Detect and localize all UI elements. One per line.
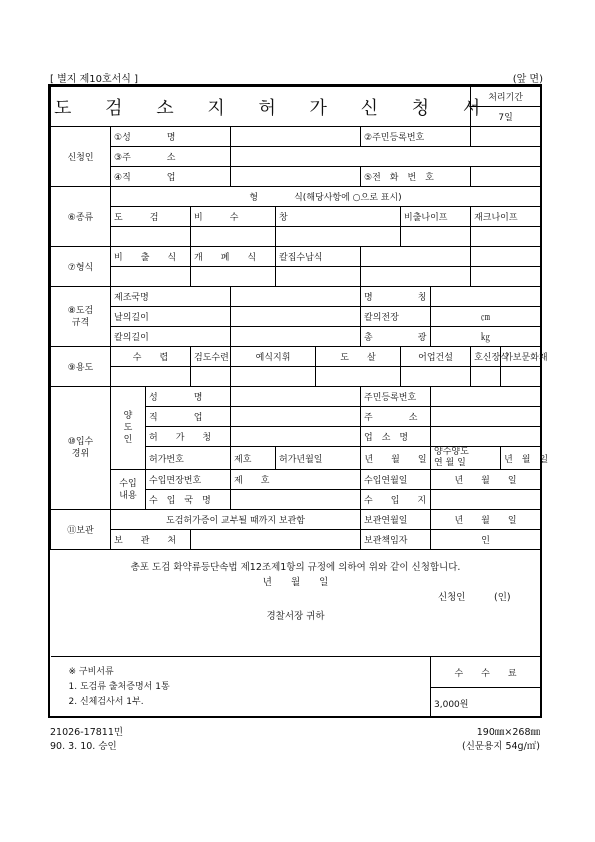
field-tr-address[interactable] bbox=[431, 407, 541, 427]
type-item: 칼집수납식 bbox=[276, 247, 361, 267]
label-width: 칼의길이 bbox=[111, 327, 231, 347]
page-side: (앞 면) bbox=[512, 74, 543, 85]
type-blank[interactable] bbox=[471, 247, 541, 267]
kind-blank[interactable] bbox=[191, 227, 276, 247]
transferor-label: 양 도 인 bbox=[111, 387, 146, 470]
form-title: 도 검 소 지 허 가 신 청 서 bbox=[51, 87, 471, 127]
type-blank[interactable] bbox=[471, 267, 541, 287]
use-item: 검도수련 bbox=[191, 347, 231, 367]
label-blade-length: 날의길이 bbox=[111, 307, 231, 327]
field-permit-office[interactable] bbox=[231, 427, 361, 447]
use-item: 어업건설 bbox=[401, 347, 471, 367]
label-store-date: 보관연월일 bbox=[361, 510, 431, 530]
use-blank[interactable] bbox=[191, 367, 231, 387]
label-permit-no: 허가번호 bbox=[146, 447, 231, 470]
field-import-place[interactable] bbox=[431, 490, 541, 510]
storage-section: ⑪보관 bbox=[51, 510, 111, 550]
type-blank[interactable] bbox=[191, 267, 276, 287]
period-label: 처리기간 bbox=[471, 87, 541, 107]
transfer-date-ymd: 년 월 일 bbox=[501, 447, 541, 470]
footer-code: 21026-17811민 bbox=[50, 727, 124, 738]
docs-item: 2. 신체검사서 1부. bbox=[68, 697, 144, 707]
use-blank[interactable] bbox=[501, 367, 541, 387]
declaration-applicant: 신청인 (인) bbox=[437, 592, 511, 603]
use-item: 도 살 bbox=[316, 347, 401, 367]
field-job[interactable] bbox=[231, 167, 361, 187]
use-blank[interactable] bbox=[231, 367, 316, 387]
label-store-place: 보 관 처 bbox=[111, 530, 191, 550]
field-maker[interactable] bbox=[231, 287, 361, 307]
applicant-section: 신청인 bbox=[51, 127, 111, 187]
field-phone[interactable] bbox=[471, 167, 541, 187]
field-business[interactable] bbox=[431, 427, 541, 447]
type-blank[interactable] bbox=[111, 267, 191, 287]
fee-value: 3,000원 bbox=[431, 688, 541, 718]
field-permit-no: 제호 bbox=[231, 447, 276, 470]
use-blank[interactable] bbox=[316, 367, 401, 387]
field-blade-length[interactable] bbox=[231, 307, 361, 327]
keeper-seal: 인 bbox=[431, 530, 541, 550]
label-import-place: 수 입 지 bbox=[361, 490, 431, 510]
label-address: ③주 소 bbox=[111, 147, 231, 167]
store-date-ymd: 년 월 일 bbox=[431, 510, 541, 530]
use-blank[interactable] bbox=[111, 367, 191, 387]
footer-size: 190㎜×268㎜ bbox=[476, 727, 540, 738]
use-blank[interactable] bbox=[401, 367, 471, 387]
label-maker: 제조국명 bbox=[111, 287, 231, 307]
use-item: 가보문화재 bbox=[501, 347, 541, 367]
type-item: 비 출 식 bbox=[111, 247, 191, 267]
docs-heading: ※ 구비서류 bbox=[68, 667, 114, 677]
label-weight: 총 광 bbox=[361, 327, 431, 347]
label-permit-office: 허 가 청 bbox=[146, 427, 231, 447]
footer-paper: (신문용지 54g/㎡) bbox=[462, 741, 540, 752]
field-width[interactable] bbox=[231, 327, 361, 347]
import-label: 수입 내용 bbox=[111, 470, 146, 510]
kind-blank[interactable] bbox=[276, 227, 401, 247]
kind-item: 비출나이프 bbox=[401, 207, 471, 227]
label-total-length: 칼의전장 bbox=[361, 307, 431, 327]
type-blank[interactable] bbox=[361, 267, 471, 287]
label-tr-rrn: 주민등록번호 bbox=[361, 387, 431, 407]
label-tr-job: 직 업 bbox=[146, 407, 231, 427]
label-tr-address: 주 소 bbox=[361, 407, 431, 427]
application-form bbox=[48, 84, 549, 718]
label-import-date: 수입연월일 bbox=[361, 470, 431, 490]
kind-item: 비 수 bbox=[191, 207, 276, 227]
kind-blank[interactable] bbox=[471, 227, 541, 247]
kind-item: 도 검 bbox=[111, 207, 191, 227]
use-item: 예식지휘 bbox=[231, 347, 316, 367]
storage-until: 도검허가증이 교부될 때까지 보관함 bbox=[111, 510, 361, 530]
label-title-name: 명 칭 bbox=[361, 287, 431, 307]
permit-date-ymd: 년 월 일 bbox=[361, 447, 431, 470]
use-item: 수 렵 bbox=[111, 347, 191, 367]
declaration-addressee: 경찰서장 귀하 bbox=[266, 611, 325, 622]
label-transfer-date: 양수양도 연 월 일 bbox=[431, 447, 501, 470]
type-item: 개 폐 식 bbox=[191, 247, 276, 267]
kind-blank[interactable] bbox=[401, 227, 471, 247]
label-import-country: 수 입 국 명 bbox=[146, 490, 231, 510]
use-item: 호신장식 bbox=[471, 347, 501, 367]
import-cert-no: 제 호 bbox=[231, 470, 361, 490]
label-import-cert: 수입면장번호 bbox=[146, 470, 231, 490]
field-store-place[interactable] bbox=[191, 530, 361, 550]
use-blank[interactable] bbox=[471, 367, 501, 387]
docs-item: 1. 도검류 출처증명서 1통 bbox=[68, 682, 170, 692]
kind-heading: 형 식(해당사항에 ○으로 표시) bbox=[111, 187, 541, 207]
field-tr-rrn[interactable] bbox=[431, 387, 541, 407]
field-address[interactable] bbox=[231, 147, 541, 167]
type-section: ⑦형식 bbox=[51, 247, 111, 287]
kind-blank[interactable] bbox=[111, 227, 191, 247]
kind-section: ⑥종류 bbox=[51, 187, 111, 247]
field-import-country[interactable] bbox=[231, 490, 361, 510]
declaration-date: 년 월 일 bbox=[262, 577, 329, 588]
cm-unit: ㎝ bbox=[431, 307, 541, 327]
kind-item: 창 bbox=[276, 207, 401, 227]
kg-unit: ㎏ bbox=[431, 327, 541, 347]
import-date-ymd: 년 월 일 bbox=[431, 470, 541, 490]
field-name[interactable] bbox=[231, 127, 361, 147]
use-section: ⑨용도 bbox=[51, 347, 111, 387]
declaration bbox=[51, 550, 541, 657]
acquire-section: ⑩입수 경위 bbox=[51, 387, 111, 510]
type-blank[interactable] bbox=[276, 267, 361, 287]
label-tr-name: 성 명 bbox=[146, 387, 231, 407]
type-blank[interactable] bbox=[361, 247, 471, 267]
label-job: ④직 업 bbox=[111, 167, 231, 187]
spec-section: ⑧도검 규격 bbox=[51, 287, 111, 347]
required-docs bbox=[51, 657, 431, 719]
fee-label: 수 수 료 bbox=[431, 657, 541, 688]
kind-item: 재크나이프 bbox=[471, 207, 541, 227]
label-business: 업 소 명 bbox=[361, 427, 431, 447]
label-name: ①성 명 bbox=[111, 127, 231, 147]
declaration-text: 총포 도검 화약류등단속법 제12조제1항의 규정에 의하여 위와 같이 신청합니다. bbox=[130, 562, 461, 573]
footer-approved: 90. 3. 10. 승인 bbox=[50, 741, 117, 752]
label-rrn: ②주민등록번호 bbox=[361, 127, 471, 147]
field-tr-name[interactable] bbox=[231, 387, 361, 407]
field-tr-job[interactable] bbox=[231, 407, 361, 427]
field-title-name[interactable] bbox=[431, 287, 541, 307]
field-rrn[interactable] bbox=[471, 127, 541, 147]
form-number: [ 별지 제10호서식 ] bbox=[50, 74, 139, 85]
period-value: 7일 bbox=[471, 107, 541, 127]
label-keeper: 보관책임자 bbox=[361, 530, 431, 550]
label-permit-date: 허가년월일 bbox=[276, 447, 361, 470]
label-phone: ⑤전 화 번 호 bbox=[361, 167, 471, 187]
